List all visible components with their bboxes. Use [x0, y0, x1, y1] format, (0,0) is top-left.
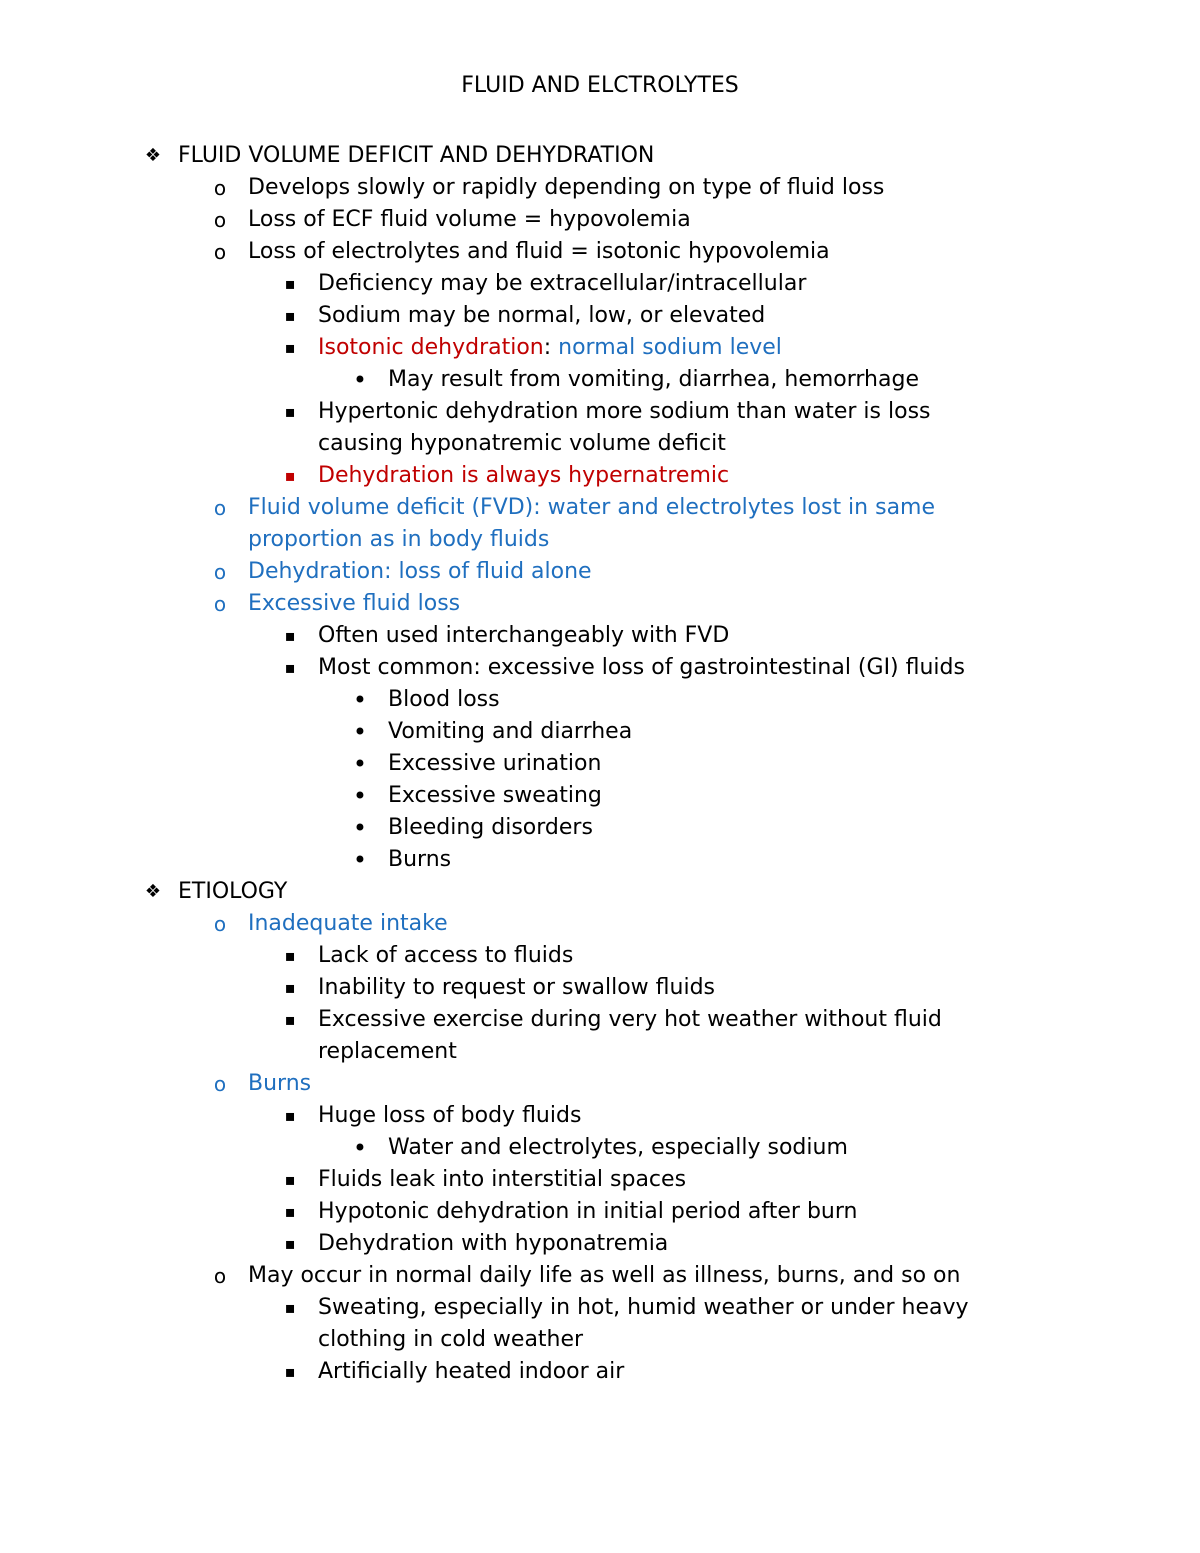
text-run: Water and electrolytes, especially sodium [388, 1135, 848, 1160]
list-item-text [388, 844, 1010, 876]
list-item-text [248, 492, 1010, 556]
square-bullet-icon: ▪ [284, 946, 296, 965]
text-run: Bleeding disorders [388, 815, 593, 840]
text-run: Loss of ECF fluid volume = hypovolemia [248, 207, 691, 232]
square-bullet-icon: ▪ [284, 466, 296, 485]
text-run: Develops slowly or rapidly depending on type of fluid loss [248, 175, 885, 200]
list-item [0, 364, 1200, 396]
square-bullet-icon: ▪ [284, 1106, 296, 1125]
list-item [0, 140, 1200, 172]
list-item-text [388, 812, 1010, 844]
list-item [0, 1004, 1200, 1068]
text-run: Inability to request or swallow fluids [318, 975, 715, 1000]
list-item [0, 812, 1200, 844]
list-item [0, 844, 1200, 876]
square-bullet-icon: ▪ [284, 1298, 296, 1317]
text-run: Often used interchangeably with FVD [318, 623, 730, 648]
text-run: May occur in normal daily life as well as illness, burns, and so on [248, 1263, 961, 1288]
list-item-text [178, 876, 1010, 908]
square-bullet-icon: ▪ [284, 1170, 296, 1189]
list-item-text [318, 1100, 1010, 1132]
text-run: Fluids leak into interstitial spaces [318, 1167, 687, 1192]
list-item-text [388, 716, 1010, 748]
list-item [0, 972, 1200, 1004]
list-item-text [318, 972, 1010, 1004]
circle-bullet-icon: o [213, 208, 227, 232]
circle-bullet-icon: o [213, 560, 227, 584]
list-item [0, 236, 1200, 268]
list-item-text [318, 620, 1010, 652]
text-run: Dehydration is always hypernatremic [318, 463, 730, 488]
list-item [0, 588, 1200, 620]
diamond-bullet-icon: ❖ [144, 145, 162, 166]
list-item-text [318, 1004, 1010, 1068]
list-item [0, 204, 1200, 236]
text-run: normal sodium level [558, 335, 782, 360]
list-item-text [248, 204, 1010, 236]
text-run: Sodium may be normal, low, or elevated [318, 303, 766, 328]
list-item-text [318, 940, 1010, 972]
document-title: FLUID AND ELCTROLYTES [461, 73, 739, 98]
list-item [0, 172, 1200, 204]
text-run: Inadequate intake [248, 911, 448, 936]
square-bullet-icon: ▪ [284, 626, 296, 645]
dot-bullet-icon: • [352, 718, 368, 746]
text-run: Burns [248, 1071, 312, 1096]
list-item-text [178, 140, 1010, 172]
circle-bullet-icon: o [213, 1264, 227, 1288]
list-item [0, 652, 1200, 684]
list-item-text [248, 172, 1010, 204]
list-item-text [248, 1068, 1010, 1100]
text-run: Excessive fluid loss [248, 591, 461, 616]
list-item [0, 620, 1200, 652]
dot-bullet-icon: • [352, 366, 368, 394]
list-item-text [318, 652, 1010, 684]
circle-bullet-icon: o [213, 1072, 227, 1096]
dot-bullet-icon: • [352, 782, 368, 810]
square-bullet-icon: ▪ [284, 402, 296, 421]
list-item-text [318, 1228, 1010, 1260]
list-item-text [388, 364, 1010, 396]
square-bullet-icon: ▪ [284, 1202, 296, 1221]
text-run: Blood loss [388, 687, 500, 712]
list-item [0, 300, 1200, 332]
text-run: : [543, 335, 559, 360]
list-item-text [318, 1164, 1010, 1196]
circle-bullet-icon: o [213, 592, 227, 616]
text-run: Sweating, especially in hot, humid weather or under heavy clothing in cold weather [318, 1295, 969, 1352]
list-item-text [388, 748, 1010, 780]
text-run: Lack of access to fluids [318, 943, 574, 968]
square-bullet-icon: ▪ [284, 306, 296, 325]
list-item-text [248, 556, 1010, 588]
circle-bullet-icon: o [213, 240, 227, 264]
dot-bullet-icon: • [352, 1134, 368, 1162]
list-item-text [248, 236, 1010, 268]
list-item [0, 684, 1200, 716]
square-bullet-icon: ▪ [284, 1234, 296, 1253]
circle-bullet-icon: o [213, 496, 227, 520]
text-run: Isotonic dehydration [318, 335, 544, 360]
text-run: Huge loss of body fluids [318, 1103, 582, 1128]
text-run: FLUID VOLUME DEFICIT AND DEHYDRATION [178, 143, 655, 168]
list-item-text [388, 780, 1010, 812]
list-item [0, 876, 1200, 908]
list-item [0, 460, 1200, 492]
text-run: Fluid volume deficit (FVD): water and electrolytes lost in same proportion as in body fluids [248, 495, 936, 552]
square-bullet-icon: ▪ [284, 978, 296, 997]
square-bullet-icon: ▪ [284, 1010, 296, 1029]
list-item [0, 1196, 1200, 1228]
list-item-text [318, 1196, 1010, 1228]
list-item [0, 780, 1200, 812]
list-item [0, 492, 1200, 556]
text-run: Burns [388, 847, 452, 872]
dot-bullet-icon: • [352, 814, 368, 842]
list-item [0, 396, 1200, 460]
diamond-bullet-icon: ❖ [144, 881, 162, 902]
circle-bullet-icon: o [213, 912, 227, 936]
circle-bullet-icon: o [213, 176, 227, 200]
list-item [0, 1292, 1200, 1356]
text-run: Dehydration: loss of fluid alone [248, 559, 592, 584]
list-item-text [248, 1260, 1010, 1292]
text-run: Excessive exercise during very hot weather without fluid replacement [318, 1007, 942, 1064]
list-item [0, 1356, 1200, 1388]
text-run: Vomiting and diarrhea [388, 719, 633, 744]
text-run: Loss of electrolytes and fluid = isotonic hypovolemia [248, 239, 830, 264]
text-run: Hypotonic dehydration in initial period after burn [318, 1199, 858, 1224]
list-item [0, 908, 1200, 940]
square-bullet-icon: ▪ [284, 274, 296, 293]
list-item [0, 1228, 1200, 1260]
list-item-text [318, 1356, 1010, 1388]
square-bullet-icon: ▪ [284, 338, 296, 357]
list-item [0, 1100, 1200, 1132]
dot-bullet-icon: • [352, 686, 368, 714]
list-item-text [318, 332, 1010, 364]
text-run: Dehydration with hyponatremia [318, 1231, 669, 1256]
list-item [0, 556, 1200, 588]
list-item-text [388, 1132, 1010, 1164]
text-run: Excessive urination [388, 751, 602, 776]
outline-list [0, 140, 1200, 1388]
text-run: ETIOLOGY [178, 879, 288, 904]
list-item-text [318, 268, 1010, 300]
list-item-text [318, 460, 1010, 492]
square-bullet-icon: ▪ [284, 1362, 296, 1381]
text-run: Deficiency may be extracellular/intracellular [318, 271, 807, 296]
list-item [0, 716, 1200, 748]
list-item-text [318, 300, 1010, 332]
list-item-text [318, 1292, 1010, 1356]
list-item [0, 1068, 1200, 1100]
text-run: May result from vomiting, diarrhea, hemorrhage [388, 367, 919, 392]
dot-bullet-icon: • [352, 750, 368, 778]
text-run: Artificially heated indoor air [318, 1359, 625, 1384]
square-bullet-icon: ▪ [284, 658, 296, 677]
list-item [0, 1260, 1200, 1292]
list-item [0, 748, 1200, 780]
list-item-text [248, 908, 1010, 940]
list-item [0, 940, 1200, 972]
text-run: Excessive sweating [388, 783, 602, 808]
text-run: Hypertonic dehydration more sodium than water is loss causing hyponatremic volume deficit [318, 399, 931, 456]
list-item-text [248, 588, 1010, 620]
list-item [0, 1132, 1200, 1164]
list-item [0, 1164, 1200, 1196]
dot-bullet-icon: • [352, 846, 368, 874]
list-item-text [388, 684, 1010, 716]
text-run: Most common: excessive loss of gastrointestinal (GI) fluids [318, 655, 965, 680]
list-item-text [318, 396, 1010, 460]
list-item [0, 332, 1200, 364]
list-item [0, 268, 1200, 300]
